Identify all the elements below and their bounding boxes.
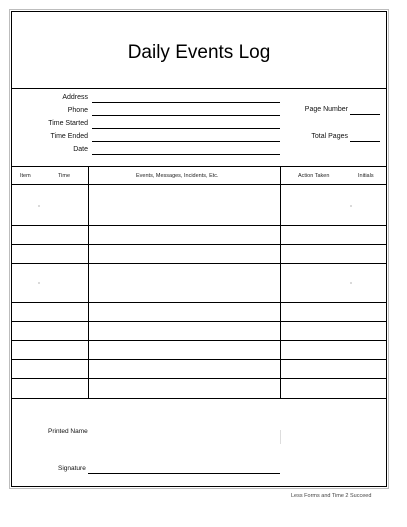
col-action-taken: Action Taken	[298, 173, 330, 179]
faint-mark	[350, 205, 352, 207]
table-bottom-line	[12, 398, 386, 399]
col-divider-events	[280, 166, 281, 398]
printed-name-tick	[280, 430, 281, 444]
faint-mark	[350, 282, 352, 284]
total-pages-field[interactable]	[350, 141, 380, 142]
form-page	[11, 11, 387, 487]
signature-field[interactable]	[88, 473, 280, 474]
col-time: Time	[58, 173, 71, 179]
address-field[interactable]	[92, 102, 280, 103]
col-divider-time	[88, 166, 89, 398]
table-header-line	[12, 184, 386, 185]
table-row	[12, 340, 386, 341]
time-started-field[interactable]	[92, 128, 280, 129]
table-row	[12, 378, 386, 379]
time-started-label: Time Started	[48, 120, 88, 127]
table-row	[12, 263, 386, 264]
footer-credit: Less Forms and Time 2 Succeed	[291, 493, 372, 499]
address-label: Address	[62, 94, 88, 101]
table-row	[12, 302, 386, 303]
form-title: Daily Events Log	[127, 42, 271, 63]
table-row	[12, 244, 386, 245]
col-initials: Initials	[358, 173, 374, 179]
col-events: Events, Messages, Incidents, Etc.	[136, 173, 219, 179]
table-row	[12, 321, 386, 322]
printed-name-label: Printed Name	[48, 428, 88, 435]
time-ended-field[interactable]	[92, 141, 280, 142]
table-row	[12, 225, 386, 226]
col-item: Item	[20, 173, 31, 179]
total-pages-label: Total Pages	[311, 133, 348, 140]
date-field[interactable]	[92, 154, 280, 155]
header-divider	[12, 166, 386, 167]
page-number-field[interactable]	[350, 114, 380, 115]
phone-field[interactable]	[92, 115, 280, 116]
date-label: Date	[73, 146, 88, 153]
page-number-label: Page Number	[304, 106, 348, 113]
faint-mark	[38, 205, 40, 207]
phone-label: Phone	[67, 107, 88, 114]
title-divider	[12, 88, 386, 89]
faint-mark	[38, 282, 40, 284]
table-row	[12, 359, 386, 360]
signature-label: Signature	[58, 465, 86, 472]
time-ended-label: Time Ended	[50, 133, 88, 140]
